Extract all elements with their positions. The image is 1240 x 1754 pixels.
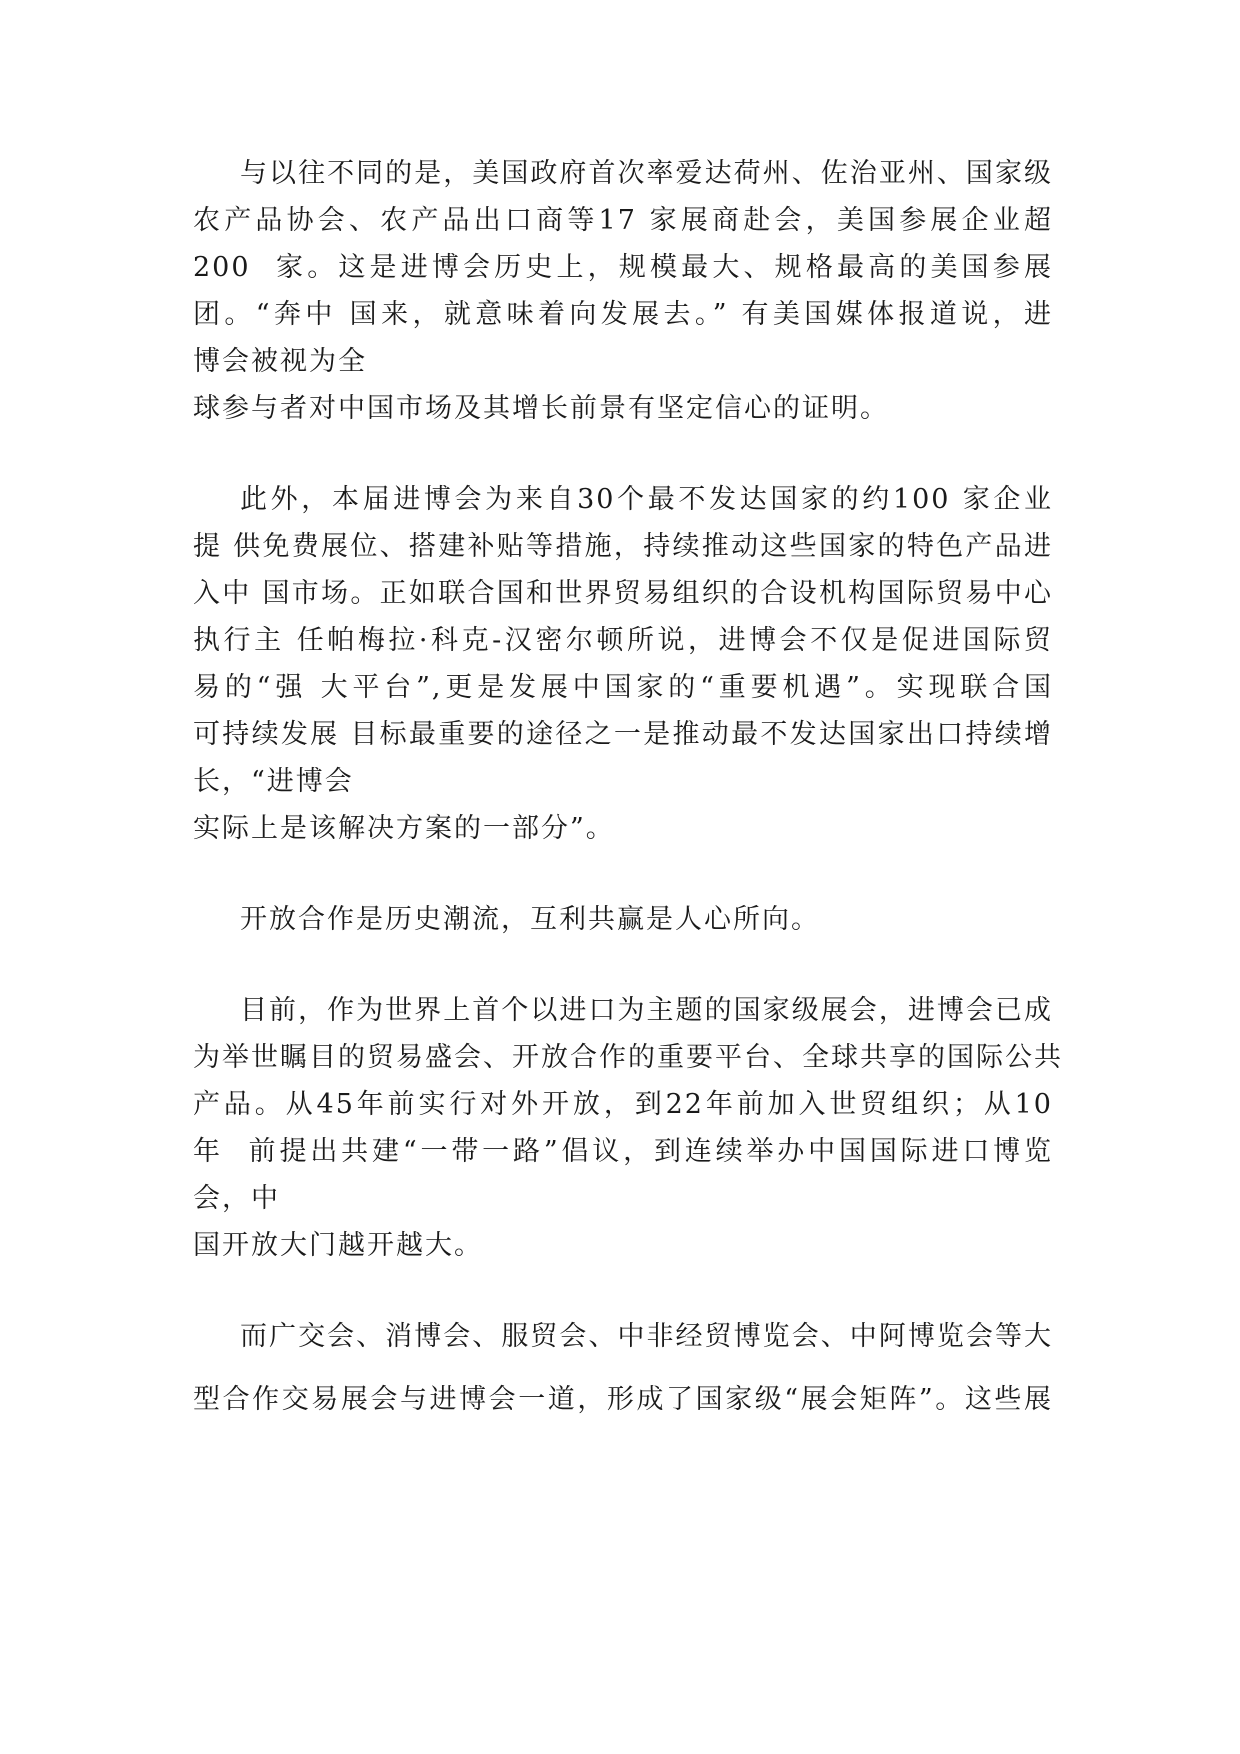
text-line: 与以往不同的是，美国政府首次率爱达荷州、佐治亚州、国家级 — [240, 158, 1053, 189]
text-line: 此外，本届进博会为来自30个最不发达国家的约100 家企业 — [240, 484, 1053, 515]
text-line: 目前，作为世界上首个以进口为主题的国家级展会，进博会已成 — [240, 995, 1053, 1026]
text-line: 博会被视为全 — [193, 346, 367, 377]
text-line: 产品。从45年前实行对外开放，到22年前加入世贸组织；从10 — [193, 1089, 1053, 1120]
text-line: 开放合作是历史潮流，互利共赢是人心所向。 — [240, 904, 820, 935]
text-line: 农产品协会、农产品出口商等17 家展商赴会，美国参展企业超 — [193, 205, 1053, 236]
text-line: 实际上是该解决方案的一部分”。 — [193, 813, 615, 844]
text-line: 而广交会、消博会、服贸会、中非经贸博览会、中阿博览会等大 — [240, 1321, 1053, 1352]
text-line: 可持续发展 目标最重要的途径之一是推动最不发达国家出口持续增 — [193, 719, 1053, 750]
text-line: 球参与者对中国市场及其增长前景有坚定信心的证明。 — [193, 393, 889, 424]
text-line: 团。“奔中 国来，就意味着向发展去。” 有美国媒体报道说，进 — [193, 299, 1053, 330]
text-line: 为举世瞩目的贸易盛会、开放合作的重要平台、全球共享的国际公共 — [193, 1042, 1063, 1073]
text-line: 型合作交易展会与进博会一道，形成了国家级“展会矩阵”。这些展 — [193, 1384, 1053, 1415]
text-line: 长，“进博会 — [193, 766, 354, 797]
text-line: 年 前提出共建“一带一路”倡议，到连续举办中国国际进口博览 — [193, 1136, 1053, 1167]
text-line: 易的“强 大平台”,更是发展中国家的“重要机遇”。实现联合国 — [193, 672, 1053, 703]
text-line: 执行主 任帕梅拉·科克-汉密尔顿所说，进博会不仅是促进国际贸 — [193, 625, 1053, 656]
text-line: 会，中 — [193, 1183, 280, 1214]
text-line: 提 供免费展位、搭建补贴等措施，持续推动这些国家的特色产品进 — [193, 531, 1053, 562]
text-line: 国开放大门越开越大。 — [193, 1230, 483, 1261]
text-line: 入中 国市场。正如联合国和世界贸易组织的合设机构国际贸易中心 — [193, 578, 1053, 609]
text-line: 200 家。这是进博会历史上，规模最大、规格最高的美国参展 — [193, 252, 1053, 283]
